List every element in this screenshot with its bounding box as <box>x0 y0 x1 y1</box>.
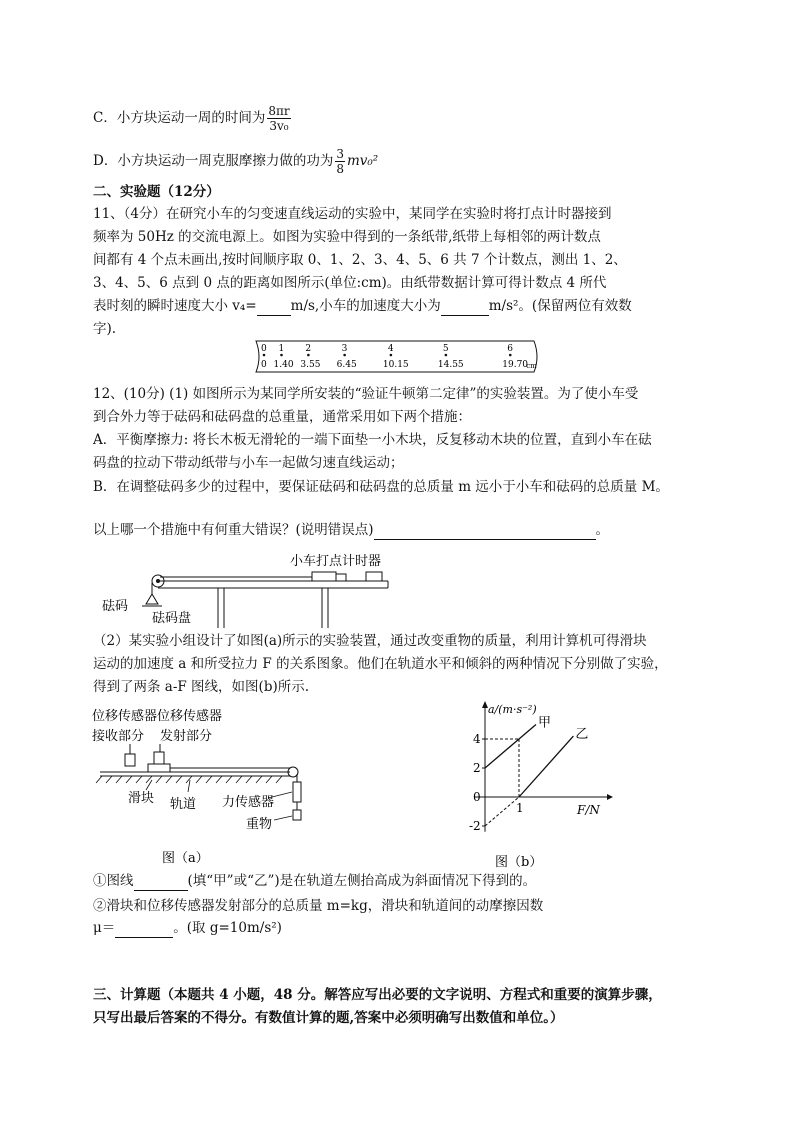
label-slider: 滑块 <box>128 791 155 806</box>
timer <box>366 572 382 581</box>
guide-dashed <box>485 797 519 826</box>
q11-line: 间都有 4 个点未画出,按时间顺序取 0、1、2、3、4、5、6 共 7 个计数点，测出 1、2、 <box>93 252 627 268</box>
q12c-line-2: ②滑块和位移传感器发射部分的总质量 m=kg，滑块和轨道间的动摩擦因数 <box>93 898 544 914</box>
tape-dot <box>307 354 310 357</box>
q12-line: 码盘的拉动下带动纸带与小车一起做匀速直线运动； <box>93 455 404 471</box>
label-weight: 砝码 <box>102 599 129 614</box>
series-label: 甲 <box>538 715 552 731</box>
answer-blank-acceleration[interactable] <box>441 315 489 316</box>
cart-block <box>336 574 346 581</box>
answer-blank-error[interactable] <box>374 539 596 540</box>
caption-a: 图（a） <box>162 851 209 866</box>
q12-line: A．平衡摩擦力: 将长木板无滑轮的一端下面垫一小木块，反复移动木块的位置，直到小车在砝 <box>93 432 652 448</box>
series-line <box>519 736 573 797</box>
cart <box>312 572 336 581</box>
tape-point-label: 4 <box>387 344 394 354</box>
q12b-line: 得到了两条 a-F 图线，如图(b)所示. <box>93 679 310 695</box>
answer-blank-mu[interactable] <box>115 937 173 938</box>
tape-point-label: 2 <box>305 344 312 354</box>
q12-line: 12、(10分) (1) 如图所示为某同学所安装的“验证牛顿第二定律”的实验装置。为了使小车受 <box>93 386 639 402</box>
paper-tape-figure <box>252 338 542 376</box>
ground-hatch <box>96 776 282 783</box>
label-receiver: 接收部分 <box>92 729 145 744</box>
label-pan: 砝码盘 <box>152 611 192 626</box>
slider-block <box>148 764 170 772</box>
section-3-line: 只写出最后答案的不得分。有数值计算的题,答案中必须明确写出数值和单位。） <box>93 1010 564 1026</box>
q12c-line-3: μ＝ 。(取 g=10m/s²) <box>93 920 282 936</box>
caption-b: 图（b） <box>495 855 543 868</box>
option-d <box>93 147 378 176</box>
y-axis-label: a/(m·s⁻²) <box>488 703 537 716</box>
section-3-line: 三、计算题（本题共 4 小题，48 分。解答应写出必要的文字说明、方程式和重要的演算步骤， <box>93 987 662 1003</box>
tape-unit-label: cm <box>526 362 537 370</box>
q11-line: 11、（4分）在研究小车的匀变速直线运动的实验中，某同学在实验时将打点计时器接到 <box>93 206 612 222</box>
q12b-line: 运动的加速度 a 和所受拉力 F 的关系图象。他们在轨道水平和倾斜的两种情况下分别做了实验， <box>93 656 668 672</box>
tape-point-label: 0 <box>261 344 267 354</box>
label-transmitter: 发射部分 <box>160 729 213 744</box>
tape-distance-label: 10.15 <box>382 360 409 370</box>
y-tick-label: -2 <box>469 819 481 833</box>
label-track: 轨道 <box>170 797 197 812</box>
x-tick-label: 1 <box>516 801 524 815</box>
tape-point-label: 1 <box>278 344 285 354</box>
option-d-text: D．小方块运动一周克服摩擦力做的功为 <box>93 153 334 169</box>
q12-line: 到合外力等于砝码和砝码盘的总重量，通常采用如下两个措施： <box>93 409 471 425</box>
transmitter-box <box>154 752 164 764</box>
q11-line: 字). <box>93 321 117 337</box>
tape-dot <box>343 354 346 357</box>
y-tick-label: 2 <box>473 761 481 775</box>
label-weight: 重物 <box>246 817 273 832</box>
figure-b-chart <box>455 694 625 868</box>
q12-question: 以上哪一个措施中有何重大错误？(说明错误点) 。 <box>93 522 610 538</box>
x-axis-arrow <box>607 794 613 800</box>
q11-line: 3、4、5、6 点到 0 点的距离如图所示(单位:cm)。由纸带数据计算可得计数点 4 所代 <box>93 275 607 291</box>
section-2-title: 二、实验题（12分） <box>93 184 220 200</box>
tape-point-label: 6 <box>507 344 513 354</box>
pan-hanger <box>146 594 158 604</box>
option-c <box>93 104 293 133</box>
tape-dot <box>445 354 448 357</box>
tape-dot <box>390 354 393 357</box>
series-label: 乙 <box>575 727 589 743</box>
tape-distance-label: 19.70 <box>502 360 529 370</box>
tape-distance-label: 3.55 <box>300 360 321 370</box>
q12c-line-1: ①图线 (填“甲”或“乙”)是在轨道左侧抬高成为斜面情况下得到的。 <box>93 873 537 889</box>
tape-dot <box>509 354 512 357</box>
tape-distance-label: 0 <box>261 360 267 370</box>
receiver-box <box>125 754 135 766</box>
tape-distance-label: 6.45 <box>336 360 357 370</box>
option-c-fraction: $\frac{8\pi r}{\text{3v₀}}$ <box>268 104 290 133</box>
q11-line-5: 表时刻的瞬时速度大小 v₄= m/s,小车的加速度大小为 m/s²。(保留两位有效数 <box>93 298 632 314</box>
label-force-sensor: 力传感器 <box>222 795 275 810</box>
label-sensors: 位移传感器位移传感器 <box>92 709 223 724</box>
option-d-fraction: $\frac{3}{8}$ <box>336 147 344 176</box>
tape-point-label: 5 <box>442 344 449 354</box>
newton-apparatus-figure <box>100 550 400 628</box>
tape-point-label: 3 <box>341 344 348 354</box>
tape-distance-label: 14.55 <box>437 360 464 370</box>
tape-dot <box>280 354 283 357</box>
answer-blank-v4[interactable] <box>257 315 291 316</box>
tape-distance-label: 1.40 <box>273 360 294 370</box>
force-sensor <box>293 782 301 802</box>
y-tick-label: 4 <box>473 732 481 746</box>
q12-line: B．在调整砝码多少的过程中，要保证砝码和砝码盘的总质量 m 远小于小车和砝码的总质量 M。 <box>93 479 669 495</box>
x-axis-label: F/N <box>577 803 600 817</box>
answer-blank-line[interactable] <box>134 890 188 891</box>
label-cart-timer: 小车打点计时器 <box>290 554 382 569</box>
option-c-text: C．小方块运动一周的时间为 <box>93 110 266 126</box>
figure-a <box>90 702 320 868</box>
q12b-line: （2）某实验小组设计了如图(a)所示的实验装置，通过改变重物的质量，利用计算机可得滑块 <box>93 633 647 649</box>
q11-line: 频率为 50Hz 的交流电源上。如图为实验中得到的一条纸带,纸带上每相邻的两计数点 <box>93 229 601 245</box>
y-tick-label: 0 <box>473 790 481 804</box>
tape-dot <box>263 354 266 357</box>
option-d-tail: mv₀² <box>346 153 379 169</box>
series-line <box>485 725 536 769</box>
weight-box <box>293 810 301 820</box>
